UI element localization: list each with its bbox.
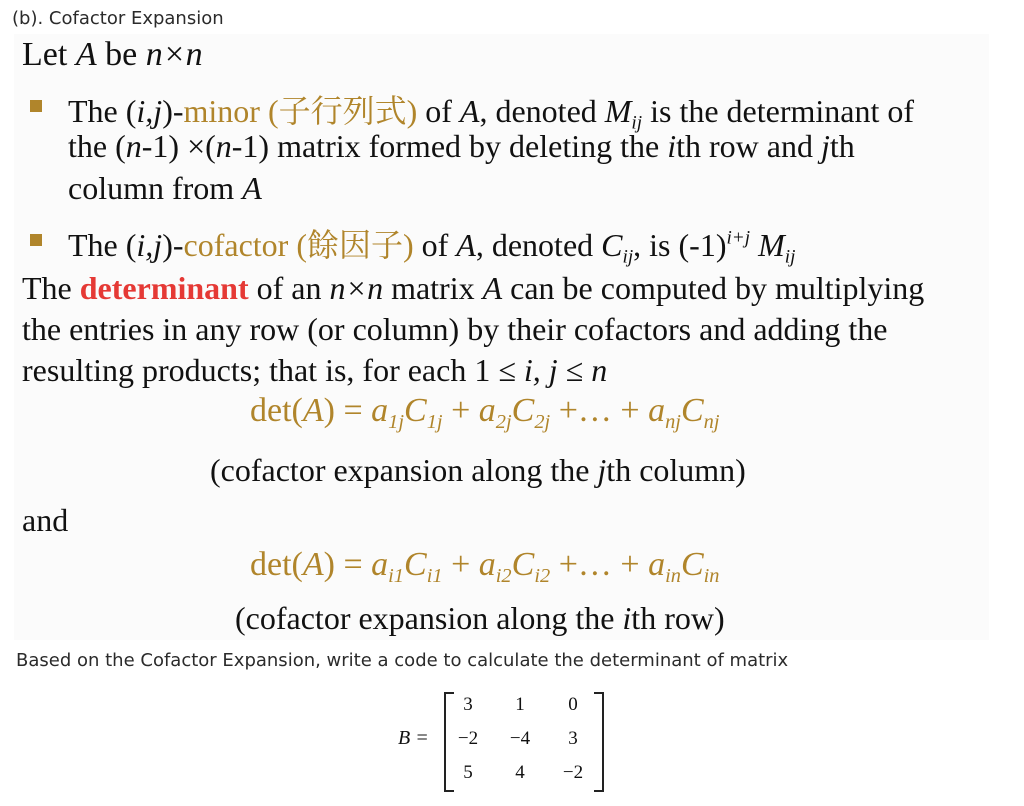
column-expansion-formula [250,392,720,434]
text-run: (cofactor expansion along the [210,452,598,488]
text-run: )- [162,227,184,263]
ellipsis: +… + [550,392,649,429]
text-run: (cofactor expansion along the [235,600,623,636]
subscript: 2j [495,411,512,434]
subscript: ij [622,246,634,268]
matrix-symbol: A [302,546,324,583]
entry: a [478,546,496,583]
matrix-symbol: A [302,392,324,429]
matrix-cell: −2 [457,728,479,749]
index-ij: i,j [136,227,163,263]
text-run: th [829,128,855,164]
det-func: det( [250,546,303,583]
subscript: 1j [388,411,405,434]
text-run: , denoted [475,227,602,263]
determinant-paragraph-line-1 [22,270,924,307]
text-run: The ( [68,93,137,129]
text-run: ) = [323,392,372,429]
matrix-symbol: A [459,93,480,129]
section-heading: (b). Cofactor Expansion [12,8,224,29]
plus: + [442,392,479,429]
minor-symbol: M [758,227,785,263]
index-ij: i,j [136,93,163,129]
text-run: of [417,93,460,129]
question-text: Based on the Cofactor Expansion, write a code to calculate the determinant of matrix [16,650,789,671]
var-j: j [597,452,607,488]
text-run: matrix [383,270,483,306]
let-mid: be [96,36,146,73]
matrix-symbol: A [482,270,503,306]
exponent: i+j [726,227,751,249]
cofactor: C [404,546,427,583]
cofactor: C [511,392,535,429]
matrix-cell: 3 [568,728,578,749]
subscript: nj [665,411,681,434]
text-run: can be computed by multiplying [502,270,925,306]
subscript: i2 [534,565,551,588]
minor-term: minor (子行列式) [183,93,418,129]
determinant-paragraph-line-3 [22,352,607,389]
cofactor-symbol: C [601,227,623,263]
dimension: n×n [329,270,384,306]
subscript: 1j [426,411,443,434]
text-run: is the determinant of [642,93,915,129]
bullet-square-icon [30,234,42,246]
matrix-cell: 3 [463,694,473,715]
matrix-cell: 0 [568,694,578,715]
subscript: i2 [495,565,512,588]
entry: a [648,392,666,429]
column-expansion-caption [210,452,746,489]
determinant-paragraph-line-2: the entries in any row (or column) by their cofactors and adding the [22,311,888,347]
text-run: column from [68,170,243,206]
row-expansion-formula [250,546,720,588]
text-run: ) = [323,546,372,583]
index-range: i, j [523,352,558,388]
text-run: , denoted [479,93,605,129]
var-j: j [820,128,830,164]
text-run: )- [162,93,184,129]
matrix-cell: 5 [463,762,473,783]
matrix-cell: 1 [515,694,525,715]
bullet-square-icon [30,100,42,112]
subscript: 2j [534,411,551,434]
subscript: i1 [426,565,443,588]
matrix-symbol: A [242,170,262,206]
text-run: of an [248,270,330,306]
var-i: i [622,600,632,636]
var-n: n [591,352,608,388]
cofactor: C [404,392,427,429]
matrix-symbol: A [456,227,476,263]
let-dimension: n×n [145,36,203,73]
ellipsis: +… + [550,546,649,583]
det-func: det( [250,392,303,429]
cofactor-definition [68,220,795,269]
and-connector: and [22,502,69,538]
subscript: in [703,565,720,588]
cofactor: C [511,546,535,583]
text-run: resulting products; that is, for each 1 ≤ [22,352,524,388]
var-n: n [125,128,142,164]
entry: a [371,546,389,583]
subscript: i1 [388,565,405,588]
let-matrix-symbol: A [75,36,97,73]
matrix-cell: −4 [509,728,531,749]
text-run: th column) [606,452,746,488]
subscript: nj [703,411,720,434]
entry: a [478,392,496,429]
text-run: , is (-1) [633,227,727,263]
matrix-cell: 4 [515,762,525,783]
let-prefix: Let [22,36,76,73]
row-expansion-caption [235,600,725,637]
minor-definition-line-2 [68,128,855,165]
text-run: of [413,227,457,263]
matrix-label: B = [398,727,429,749]
plus: + [442,546,479,583]
cofactor: C [680,392,704,429]
var-i: i [667,128,677,164]
let-statement [22,36,203,74]
text-run: The ( [68,227,137,263]
subscript: ij [631,112,643,134]
text-run: the ( [68,128,126,164]
cofactor: C [680,546,704,583]
text-run: -1) matrix formed by deleting the [231,128,668,164]
text-run: -1) ×( [141,128,216,164]
subscript: in [665,565,681,588]
minor-definition-line-3 [68,170,262,207]
matrix-cell: −2 [562,762,584,783]
determinant-keyword: determinant [79,270,249,306]
subscript: ij [784,246,796,268]
minor-symbol: M [604,93,632,129]
text-run: th row and [676,128,821,164]
cofactor-term: cofactor (餘因子) [183,227,414,263]
entry: a [371,392,389,429]
text-run [750,227,758,263]
text-run: ≤ [557,352,592,388]
text-run: The [22,270,80,306]
right-bracket [594,692,604,792]
text-run: th row) [631,600,725,636]
var-n: n [215,128,232,164]
entry: a [648,546,666,583]
